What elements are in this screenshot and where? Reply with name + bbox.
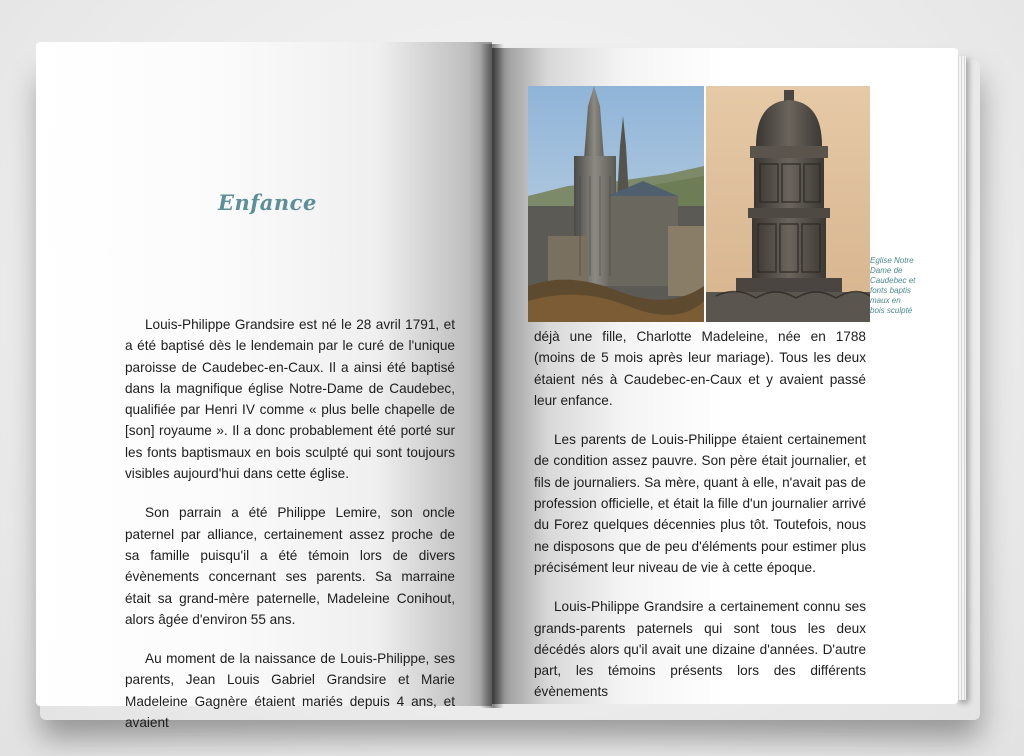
paragraph: Son parrain a été Philippe Lemire, son oncle paternel par alliance, certainement assez proche de sa famille puisqu'il a été témoin lors de divers évènements concernant ses parents. Sa marraine était sa grand-mère paternelle, Madeleine Conihout, alors âgée d'environ 55 ans. [125, 505, 455, 627]
paragraph: déjà une fille, Charlotte Madeleine, née en 1788 (moins de 5 mois après leur mariage). Tous les deux étaient nés à Caudebec-en-Caux et y avaient passé leur enfance. [534, 329, 866, 408]
caption-line: Caudebec et [870, 276, 916, 285]
caption-line: maux en [870, 296, 901, 305]
figure-caption [870, 256, 932, 316]
chapter-title: Enfance [218, 190, 317, 215]
church-photo [528, 86, 704, 322]
caption-line: Eglise Notre [870, 256, 914, 265]
figure [528, 86, 870, 322]
book-spine [480, 44, 504, 708]
right-page-text [534, 326, 866, 721]
paragraph: Louis-Philippe Grandsire est né le 28 avril 1791, et a été baptisé dès le lendemain par le curé de l'unique paroisse de Caudebec-en-Caux. Il a ainsi été baptisé dans la magnifique église Notre-Dame de Caudebec, qualifiée par Henri IV comme « plus belle chapelle de [son] royaume ». Il a donc probablement été porté sur les fonts baptismaux en bois sculpté qui sont toujours visibles aujourd'hui dans cette église. [125, 317, 455, 482]
caption-line: bois sculpté [870, 306, 913, 315]
paragraph: Louis-Philippe Grandsire a certainement connu ses grands-parents paternels qui sont tous les deux décédés alors qu'il avait une dizaine d'années. D'autre part, les témoins présents lors des différents évènements [534, 599, 866, 700]
paragraph: Au moment de la naissance de Louis-Philippe, ses parents, Jean Louis Gabriel Grandsire et Marie Madeleine Gagnère étaient mariés depuis 4 ans, et avaient [125, 651, 455, 731]
baptismal-font-photo [706, 86, 870, 322]
left-page-text [125, 314, 455, 751]
caption-line: fonts baptis [870, 286, 911, 295]
paragraph: Les parents de Louis-Philippe étaient certainement de condition assez pauvre. Son père était journalier, et fils de journaliers. Sa mère, quant à elle, n'avait pas de profession officielle, et était la fille d'un journalier arrivé du Forez quelques décennies plus tôt. Toutefois, nous ne disposons que de peu d'éléments pour estimer plus précisément leur niveau de vie à cette époque. [534, 432, 866, 575]
caption-line: Dame de [870, 266, 903, 275]
